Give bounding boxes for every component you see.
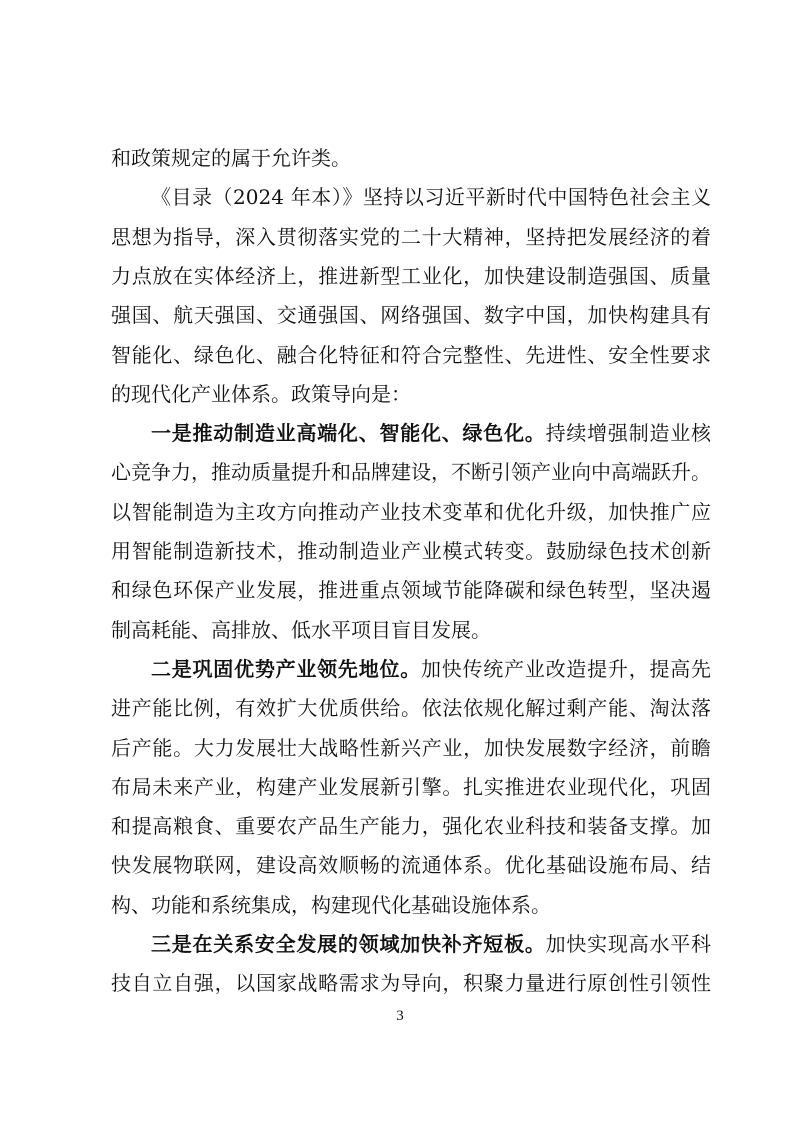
text-line: 智能化、绿色化、融合化特征和符合完整性、先进性、安全性要求 <box>111 343 711 367</box>
section-lead: 三是在关系安全发展的领域加快补齐短板。 <box>151 932 546 956</box>
text-line: 思想为指导，深入贯彻落实党的二十大精神，坚持把发展经济的着 <box>111 225 711 249</box>
text-line: 力点放在实体经济上，推进新型工业化，加快建设制造强国、质量 <box>111 264 711 288</box>
text-line: 心竞争力，推动质量提升和品牌建设，不断引领产业向中高端跃升。 <box>111 460 711 484</box>
text-line: 《目录（2024 年本）》坚持以习近平新时代中国特色社会主义 <box>151 185 711 209</box>
text-line: 的现代化产业体系。政策导向是： <box>111 382 411 406</box>
text-line: 用智能制造新技术，推动制造业产业模式转变。鼓励绿色技术创新 <box>111 539 711 563</box>
text-line: 快发展物联网，建设高效顺畅的流通体系。优化基础设施布局、结 <box>111 853 711 877</box>
text-line: 和提高粮食、重要农产品生产能力，强化农业科技和装备支撑。加 <box>111 814 711 838</box>
section-lead: 二是巩固优势产业领先地位。 <box>151 657 421 681</box>
text-line: 和政策规定的属于允许类。 <box>111 146 351 170</box>
text-line: 二是巩固优势产业领先地位。加快传统产业改造提升，提高先 <box>151 657 711 681</box>
text-line: 构、功能和系统集成，构建现代化基础设施体系。 <box>111 893 551 917</box>
text-line: 一是推动制造业高端化、智能化、绿色化。持续增强制造业核 <box>151 421 711 445</box>
text-line: 进产能比例，有效扩大优质供给。依法依规化解过剩产能、淘汰落 <box>111 696 711 720</box>
text-line: 强国、航天强国、交通强国、网络强国、数字中国，加快构建具有 <box>111 303 711 327</box>
text-line: 和绿色环保产业发展，推进重点领域节能降碳和绿色转型，坚决遏 <box>111 578 711 602</box>
section-lead: 一是推动制造业高端化、智能化、绿色化。 <box>151 421 546 445</box>
text-line: 三是在关系安全发展的领域加快补齐短板。加快实现高水平科 <box>151 932 711 956</box>
text-line: 以智能制造为主攻方向推动产业技术变革和优化升级，加快推广应 <box>111 500 711 524</box>
text-line: 布局未来产业，构建产业发展新引擎。扎实推进农业现代化，巩固 <box>111 775 711 799</box>
text-line: 后产能。大力发展壮大战略性新兴产业，加快发展数字经济，前瞻 <box>111 736 711 760</box>
page-number: 3 <box>396 1008 404 1024</box>
text-line: 制高耗能、高排放、低水平项目盲目发展。 <box>111 618 491 642</box>
text-line: 技自立自强，以国家战略需求为导向，积聚力量进行原创性引领性 <box>111 971 711 995</box>
